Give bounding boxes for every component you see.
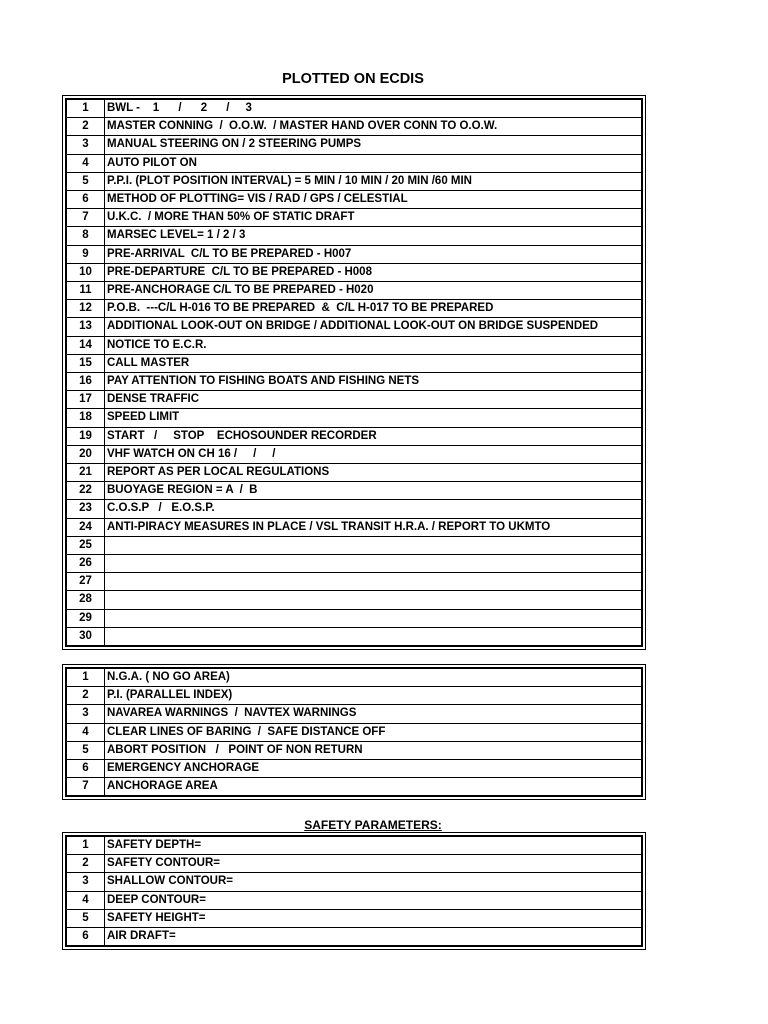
- table-row: [66, 464, 642, 482]
- row-text: N.G.A. ( NO GO AREA): [105, 668, 643, 687]
- row-number: 11: [66, 282, 105, 300]
- row-text: MANUAL STEERING ON / 2 STEERING PUMPS: [105, 136, 643, 154]
- row-text: NOTICE TO E.C.R.: [105, 336, 643, 354]
- row-number: 5: [66, 909, 105, 927]
- table-row: [66, 318, 642, 336]
- row-number: 3: [66, 705, 105, 723]
- row-number: 4: [66, 723, 105, 741]
- row-number: 7: [66, 209, 105, 227]
- row-number: 14: [66, 336, 105, 354]
- table-row: [66, 427, 642, 445]
- row-text: DEEP CONTOUR=: [105, 891, 643, 909]
- table-row: [66, 391, 642, 409]
- checklist-table: [65, 98, 643, 647]
- row-number: 23: [66, 500, 105, 518]
- row-number: 8: [66, 227, 105, 245]
- table-row: [66, 555, 642, 573]
- row-text: SPEED LIMIT: [105, 409, 643, 427]
- row-number: 15: [66, 354, 105, 372]
- row-text: PRE-ANCHORAGE C/L TO BE PREPARED - H020: [105, 282, 643, 300]
- row-text: PRE-DEPARTURE C/L TO BE PREPARED - H008: [105, 263, 643, 281]
- row-number: 21: [66, 464, 105, 482]
- row-text: ANCHORAGE AREA: [105, 778, 643, 797]
- row-text: AIR DRAFT=: [105, 928, 643, 947]
- row-text: P.O.B. ---C/L H-016 TO BE PREPARED & C/L H-017 TO BE PREPARED: [105, 300, 643, 318]
- row-text: DENSE TRAFFIC: [105, 391, 643, 409]
- table-row: [66, 928, 642, 947]
- table-row: [66, 627, 642, 646]
- row-text: MASTER CONNING / O.O.W. / MASTER HAND OVER CONN TO O.O.W.: [105, 118, 643, 136]
- row-number: 13: [66, 318, 105, 336]
- table-row: [66, 409, 642, 427]
- table-row: [66, 282, 642, 300]
- row-text: P.P.I. (PLOT POSITION INTERVAL) = 5 MIN / 10 MIN / 20 MIN /60 MIN: [105, 172, 643, 190]
- row-text: NAVAREA WARNINGS / NAVTEX WARNINGS: [105, 705, 643, 723]
- row-number: 27: [66, 573, 105, 591]
- row-number: 1: [66, 836, 105, 855]
- table-row: [66, 760, 642, 778]
- page-title: PLOTTED ON ECDIS: [282, 71, 424, 87]
- table-row: [66, 354, 642, 372]
- row-text: [105, 591, 643, 609]
- row-text: [105, 555, 643, 573]
- row-text: ANTI-PIRACY MEASURES IN PLACE / VSL TRANSIT H.R.A. / REPORT TO UKMTO: [105, 518, 643, 536]
- row-text: ADDITIONAL LOOK-OUT ON BRIDGE / ADDITIONAL LOOK-OUT ON BRIDGE SUSPENDED: [105, 318, 643, 336]
- row-number: 3: [66, 136, 105, 154]
- table-row: [66, 300, 642, 318]
- row-number: 10: [66, 263, 105, 281]
- row-number: 16: [66, 373, 105, 391]
- row-text: ABORT POSITION / POINT OF NON RETURN: [105, 741, 643, 759]
- table-row: [66, 172, 642, 190]
- row-text: CLEAR LINES OF BARING / SAFE DISTANCE OFF: [105, 723, 643, 741]
- table-row: [66, 723, 642, 741]
- row-number: 2: [66, 118, 105, 136]
- table-row: [66, 855, 642, 873]
- table-row: [66, 591, 642, 609]
- table-row: [66, 668, 642, 687]
- table-row: [66, 191, 642, 209]
- table-row: [66, 573, 642, 591]
- table-row: [66, 209, 642, 227]
- row-number: 24: [66, 518, 105, 536]
- row-number: 26: [66, 555, 105, 573]
- row-text: SAFETY DEPTH=: [105, 836, 643, 855]
- row-text: EMERGENCY ANCHORAGE: [105, 760, 643, 778]
- row-number: 28: [66, 591, 105, 609]
- row-text: [105, 609, 643, 627]
- table-row: [66, 99, 642, 118]
- row-number: 19: [66, 427, 105, 445]
- table-row: [66, 263, 642, 281]
- table-row: [66, 836, 642, 855]
- table-row: [66, 518, 642, 536]
- row-text: MARSEC LEVEL= 1 / 2 / 3: [105, 227, 643, 245]
- table-row: [66, 136, 642, 154]
- table-row: [66, 909, 642, 927]
- row-number: 6: [66, 928, 105, 947]
- row-text: SAFETY CONTOUR=: [105, 855, 643, 873]
- table-row: [66, 482, 642, 500]
- table-row: [66, 705, 642, 723]
- row-number: 2: [66, 855, 105, 873]
- row-number: 2: [66, 687, 105, 705]
- table-row: [66, 118, 642, 136]
- row-text: START / STOP ECHOSOUNDER RECORDER: [105, 427, 643, 445]
- table-row: [66, 227, 642, 245]
- table-row: [66, 245, 642, 263]
- table-row: [66, 154, 642, 172]
- table-row: [66, 778, 642, 797]
- row-number: 4: [66, 891, 105, 909]
- safety-parameters-table: [65, 835, 643, 947]
- row-text: AUTO PILOT ON: [105, 154, 643, 172]
- row-number: 9: [66, 245, 105, 263]
- row-text: BWL - 1 / 2 / 3: [105, 99, 643, 118]
- row-text: C.O.S.P / E.O.S.P.: [105, 500, 643, 518]
- row-number: 22: [66, 482, 105, 500]
- row-number: 7: [66, 778, 105, 797]
- row-number: 30: [66, 627, 105, 646]
- row-text: SAFETY HEIGHT=: [105, 909, 643, 927]
- row-text: METHOD OF PLOTTING= VIS / RAD / GPS / CELESTIAL: [105, 191, 643, 209]
- row-text: [105, 573, 643, 591]
- row-number: 18: [66, 409, 105, 427]
- row-text: SHALLOW CONTOUR=: [105, 873, 643, 891]
- row-number: 1: [66, 99, 105, 118]
- table-row: [66, 687, 642, 705]
- table-row: [66, 536, 642, 554]
- row-number: 6: [66, 760, 105, 778]
- row-number: 17: [66, 391, 105, 409]
- table-row: [66, 873, 642, 891]
- row-number: 3: [66, 873, 105, 891]
- table-row: [66, 500, 642, 518]
- areas-table: [65, 667, 643, 797]
- row-number: 20: [66, 445, 105, 463]
- row-number: 12: [66, 300, 105, 318]
- row-number: 5: [66, 172, 105, 190]
- row-text: REPORT AS PER LOCAL REGULATIONS: [105, 464, 643, 482]
- row-text: P.I. (PARALLEL INDEX): [105, 687, 643, 705]
- row-number: 25: [66, 536, 105, 554]
- row-text: [105, 536, 643, 554]
- row-text: PRE-ARRIVAL C/L TO BE PREPARED - H007: [105, 245, 643, 263]
- row-text: U.K.C. / MORE THAN 50% OF STATIC DRAFT: [105, 209, 643, 227]
- table-row: [66, 336, 642, 354]
- row-number: 6: [66, 191, 105, 209]
- row-number: 29: [66, 609, 105, 627]
- row-text: [105, 627, 643, 646]
- row-number: 5: [66, 741, 105, 759]
- row-number: 1: [66, 668, 105, 687]
- table-row: [66, 445, 642, 463]
- table-row: [66, 609, 642, 627]
- table-row: [66, 891, 642, 909]
- table-row: [66, 373, 642, 391]
- row-number: 4: [66, 154, 105, 172]
- row-text: PAY ATTENTION TO FISHING BOATS AND FISHING NETS: [105, 373, 643, 391]
- row-text: BUOYAGE REGION = A / B: [105, 482, 643, 500]
- row-text: VHF WATCH ON CH 16 / / /: [105, 445, 643, 463]
- row-text: CALL MASTER: [105, 354, 643, 372]
- safety-parameters-heading: SAFETY PARAMETERS:: [304, 818, 442, 832]
- table-row: [66, 741, 642, 759]
